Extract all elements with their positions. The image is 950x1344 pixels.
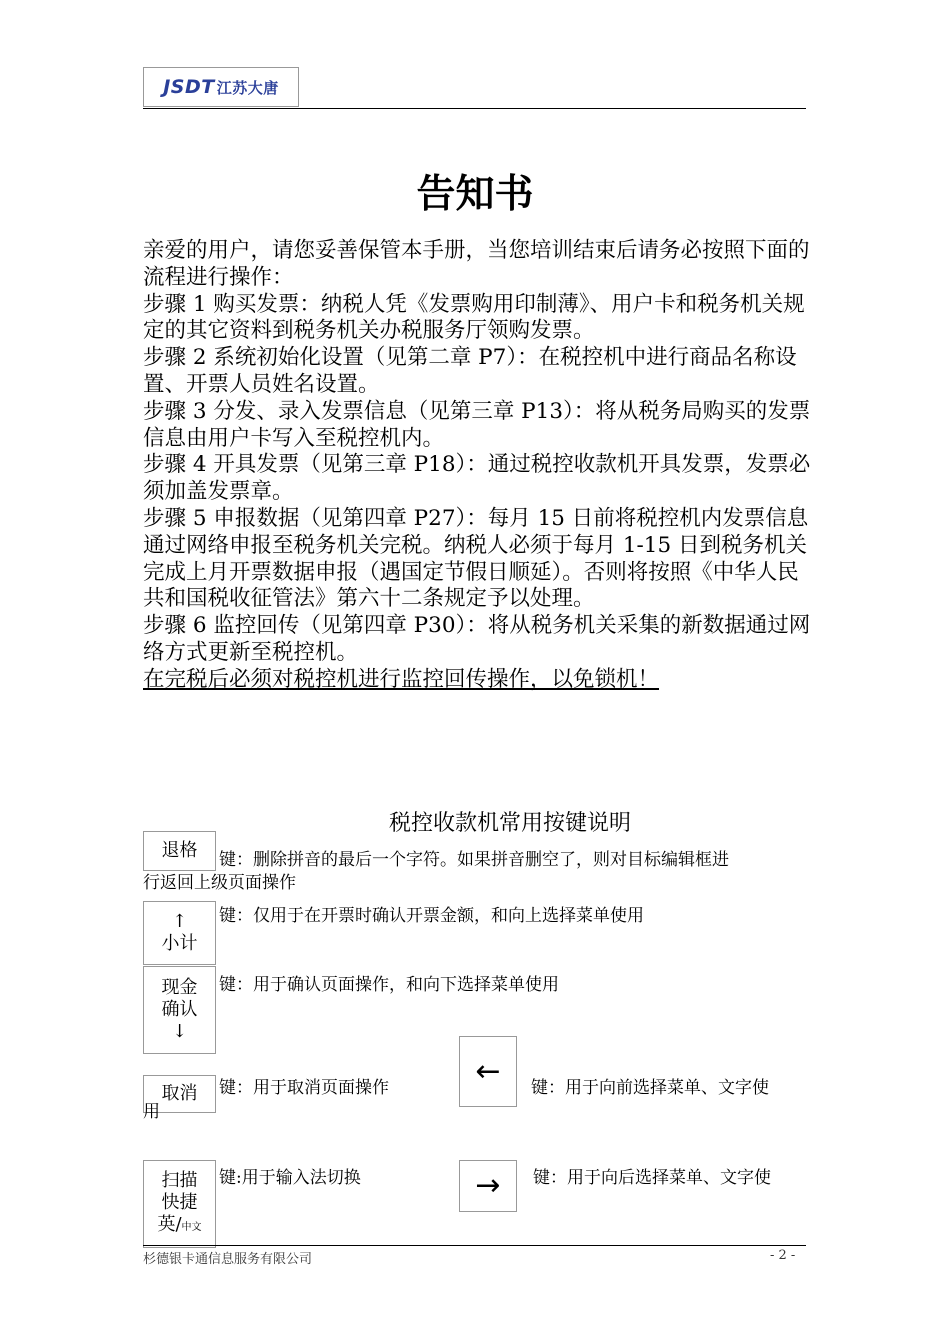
right-arrow-key-desc: 键：用于向后选择菜单、文字使: [533, 1168, 771, 1188]
scan-key: [143, 1160, 216, 1248]
left-key-desc-wrap: 用: [143, 1102, 160, 1122]
cash-confirm-key: [143, 966, 216, 1054]
page-number: - 2 -: [770, 1248, 796, 1263]
right-arrow-key: [459, 1160, 517, 1212]
paragraph-step-2: 步骤 2 系统初始化设置（见第二章 P7）：在税控机中进行商品名称设置、开票人员姓名设置。: [143, 345, 797, 397]
logo-text: JSDT 江苏大唐: [163, 76, 279, 98]
left-arrow-key-desc: 键：用于向前选择菜单、文字使: [531, 1078, 769, 1098]
cancel-key-desc: 键：用于取消页面操作: [219, 1078, 389, 1098]
up-arrow-icon: ↑: [171, 911, 188, 932]
subtotal-key-label: 小计: [161, 933, 198, 954]
paragraph-step-1: 步骤 1 购买发票：纳税人凭《发票购用印制薄》、用户卡和税务机关规定的其它资料到税务机关办税服务厅领购发票。: [143, 291, 805, 344]
down-arrow-icon: ↓: [171, 1021, 188, 1042]
scan-key-label-1: 扫描: [161, 1169, 198, 1191]
paragraph-step-4: 步骤 4 开具发票（见第三章 P18）：通过税控收款机开具发票，发票必须加盖发票章。: [143, 452, 811, 505]
left-arrow-icon: ←: [475, 1053, 501, 1089]
paragraph-step-3: 步骤 3 分发、录入发票信息（见第三章 P13）：将从税务局购买的发票信息由用户卡写入至税控机内。: [143, 398, 811, 451]
backspace-key-desc-cont: 行返回上级页面操作: [143, 873, 296, 893]
header-rule: [143, 108, 806, 109]
scan-key-label-2: 快捷: [161, 1191, 198, 1213]
paragraph-step-6: 步骤 6 监控回传（见第四章 P30）：将从税务机关采集的新数据通过网络方式更新至税控机。: [143, 613, 811, 665]
left-arrow-key: [459, 1036, 517, 1107]
scan-key-label-3: 英/中文: [157, 1213, 202, 1235]
company-logo: [143, 67, 299, 107]
footer-company: 杉德银卡通信息服务有限公司: [143, 1252, 313, 1267]
notice-body: [143, 238, 813, 694]
cash-confirm-key-desc: 键：用于确认页面操作，和向下选择菜单使用: [219, 975, 559, 995]
backspace-key-label: 退格: [161, 840, 198, 861]
keys-section-title: 税控收款机常用按键说明: [388, 811, 631, 836]
subtotal-key: [143, 901, 216, 965]
footer-rule: [143, 1245, 806, 1246]
subtotal-key-desc: 键：仅用于在开票时确认开票金额，和向上选择菜单使用: [219, 906, 644, 926]
cancel-key-label: 取消: [161, 1083, 198, 1104]
scan-key-desc: 键:用于输入法切换: [219, 1168, 361, 1188]
cash-confirm-key-label-2: 确认: [161, 999, 198, 1020]
cash-confirm-key-label-1: 现金: [161, 977, 198, 998]
paragraph-intro: 亲爱的用户，请您妥善保管本手册，当您培训结束后请务必按照下面的流程进行操作：: [143, 238, 810, 290]
backspace-key-desc: 键：删除拼音的最后一个字符。如果拼音删空了，则对目标编辑框进: [219, 850, 729, 870]
right-arrow-icon: →: [475, 1168, 501, 1203]
backspace-key: [143, 831, 216, 871]
paragraph-step-5: 步骤 5 申报数据（见第四章 P27）：每月 15 日前将税控机内发票信息通过网络申报至税务机关完税。纳税人必须于每月 1-15 日到税务机关完成上月开票数据申报（遇国定节假日顺延）。否则将按照《中华人民共和国税收征管法》第六十二条规定予以处理。: [143, 505, 809, 612]
warning-text: 在完税后必须对税控机进行监控回传操作，以免锁机！: [143, 666, 660, 692]
page-title: 告知书: [416, 172, 534, 217]
